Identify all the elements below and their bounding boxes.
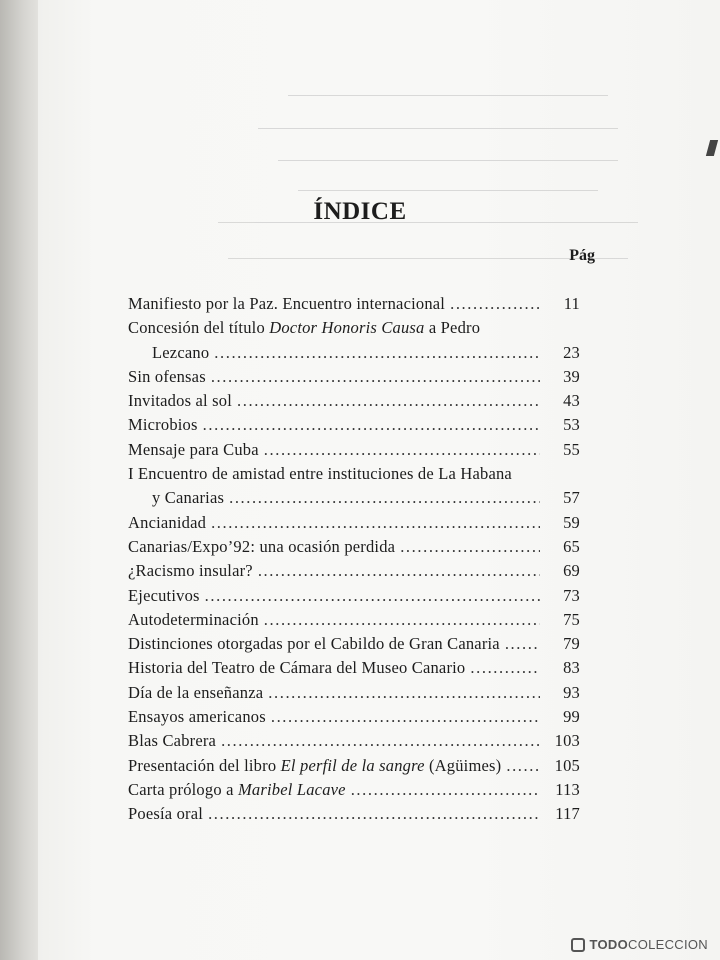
toc-entry-page: 117 — [555, 804, 580, 824]
toc-entry-text: Carta prólogo a — [128, 779, 238, 799]
toc-entry — [128, 511, 580, 535]
toc-leader-dots — [214, 341, 540, 365]
toc-leader-dots — [271, 705, 540, 729]
toc-entry-label: y Canarias — [152, 488, 225, 508]
toc-entry — [128, 681, 580, 705]
toc-entry-label: Manifiesto por la Paz. Encuentro internacional — [128, 294, 446, 313]
toc-entry-label: Ejecutivos — [128, 585, 200, 605]
toc-entry-label — [128, 778, 346, 802]
toc-entry — [128, 316, 580, 340]
toc-entry-label — [128, 316, 580, 340]
toc-entry — [128, 754, 580, 778]
toc-entry-label: Día de la enseñanza — [128, 682, 264, 702]
toc-leader-dots — [229, 486, 540, 510]
toc-entry — [128, 729, 580, 753]
toc-entry-label — [128, 754, 501, 778]
watermark-text: TODOCOLECCION — [589, 937, 708, 952]
toc-leader-dots — [400, 535, 540, 559]
toc-entry-label: Ensayos americanos — [128, 707, 266, 727]
toc-entry — [128, 438, 580, 462]
watermark-logo — [571, 937, 708, 952]
toc-entry-label: Mensaje para Cuba — [128, 439, 259, 459]
toc-entry-text: Concesión del título — [128, 318, 270, 338]
toc-entry-page: 39 — [563, 366, 580, 386]
toc-entry — [128, 365, 580, 389]
toc-entry — [128, 705, 580, 729]
toc-entry-label: Lezcano — [152, 342, 210, 362]
watermark-icon — [571, 938, 585, 952]
toc-entry-text: Presentación del libro — [128, 755, 281, 775]
toc-entry — [128, 802, 580, 826]
toc-entry — [128, 389, 580, 413]
toc-leader-dots — [505, 632, 540, 656]
toc-entry-page: 23 — [563, 342, 580, 362]
toc-entry-page: 103 — [554, 731, 580, 751]
toc-entry — [128, 559, 580, 583]
toc-entry-page: 99 — [563, 707, 580, 727]
toc-entry-label: Microbios — [128, 415, 198, 435]
toc-entry-label: Invitados al sol — [128, 391, 233, 411]
toc-entry-label: Ancianidad — [128, 512, 207, 532]
toc-leader-dots — [205, 584, 540, 608]
toc-leader-dots — [203, 413, 540, 437]
toc-entry-continuation — [128, 486, 580, 510]
toc-entry-label: Poesía oral — [128, 804, 204, 824]
toc-entry-label: Canarias/Expo’92: una ocasión perdida — [128, 536, 396, 556]
book-spine-shadow — [0, 0, 40, 960]
toc-entry-page: 73 — [563, 585, 580, 605]
toc-entry-page: 69 — [563, 561, 580, 581]
toc-leader-dots — [258, 559, 540, 583]
toc-entry — [128, 778, 580, 802]
toc-entry-label: I Encuentro de amistad entre instituciones de La Habana — [128, 464, 512, 484]
toc-entry — [128, 656, 580, 680]
toc-leader-dots — [506, 754, 540, 778]
toc-entry — [128, 632, 580, 656]
toc-leader-dots — [208, 802, 540, 826]
toc-entry — [128, 535, 580, 559]
toc-entry-label: Autodeterminación — [128, 609, 259, 629]
toc-entry-label: Historia del Teatro de Cámara del Museo Canario — [128, 658, 466, 678]
toc-entry-page: 75 — [563, 609, 580, 629]
toc-leader-dots — [351, 778, 540, 802]
toc-entry-label: Distinciones otorgadas por el Cabildo de Gran Canaria — [128, 634, 500, 654]
toc-entry — [128, 292, 580, 316]
toc-entry-page: 79 — [563, 634, 580, 654]
toc-entry-text: a Pedro — [424, 318, 481, 338]
toc-entry-page: 43 — [563, 391, 580, 411]
toc-leader-dots — [264, 608, 540, 632]
toc-entry-label: ¿Racismo insular? — [128, 561, 253, 581]
toc-entry — [128, 608, 580, 632]
toc-entry-page: 83 — [563, 658, 580, 678]
toc-entry-label: Blas Cabrera — [128, 731, 217, 751]
toc-leader-dots — [237, 389, 540, 413]
toc-entry — [128, 413, 580, 437]
toc-entry-page: 93 — [563, 682, 580, 702]
toc-leader-dots — [268, 681, 540, 705]
page-column-heading: Pág — [569, 247, 595, 264]
toc-entry-page: 53 — [563, 415, 580, 435]
toc-entry-continuation — [128, 341, 580, 365]
toc-entry-page: 55 — [563, 439, 580, 459]
toc-leader-dots — [211, 365, 540, 389]
toc-entry-page: 11 — [563, 294, 580, 313]
toc-entry-page: 57 — [563, 488, 580, 508]
toc-entry — [128, 462, 580, 486]
toc-leader-dots — [450, 292, 540, 316]
toc-entry-page: 59 — [563, 512, 580, 532]
toc-leader-dots — [470, 656, 540, 680]
toc-leader-dots — [264, 438, 540, 462]
table-of-contents — [128, 292, 580, 827]
toc-leader-dots — [211, 511, 540, 535]
toc-entry-italic: El perfil de la sangre — [280, 755, 425, 775]
toc-entry-italic: Maribel Lacave — [237, 779, 346, 799]
toc-entry-page: 113 — [555, 779, 580, 799]
toc-entry-page: 105 — [554, 755, 580, 775]
toc-entry — [128, 584, 580, 608]
toc-entry-page: 65 — [563, 536, 580, 556]
index-title: ÍNDICE — [313, 198, 407, 225]
toc-leader-dots — [221, 729, 540, 753]
toc-entry-label: Sin ofensas — [128, 366, 206, 386]
toc-entry-italic: Doctor Honoris Causa — [269, 318, 425, 338]
toc-entry-text: (Agüimes) — [424, 755, 502, 775]
